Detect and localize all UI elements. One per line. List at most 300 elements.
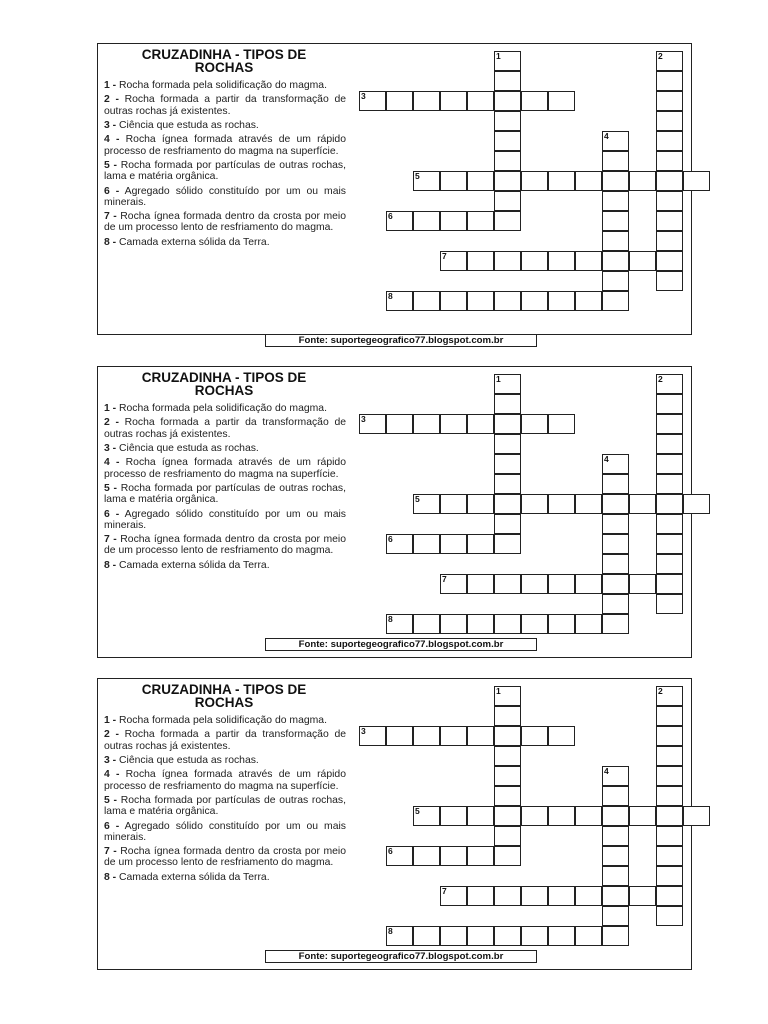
crossword-cell[interactable] [467, 494, 494, 514]
crossword-cell[interactable] [575, 886, 602, 906]
cell-number: 6 [388, 534, 393, 544]
crossword-cell[interactable] [656, 231, 683, 251]
crossword-cell[interactable] [602, 211, 629, 231]
clue-item [104, 120, 346, 131]
crossword-cell[interactable] [521, 251, 548, 271]
clue-text: Rocha formada por partículas de outras rochas, lama e matéria orgânica. [104, 482, 346, 506]
crossword-cell[interactable] [575, 926, 602, 946]
crossword-cell[interactable] [494, 394, 521, 414]
title-line-1: CRUZADINHA - TIPOS DE [141, 682, 307, 697]
crossword-cell[interactable] [521, 494, 548, 514]
crossword-cell[interactable] [440, 574, 467, 594]
clue-number: 7 - [104, 534, 117, 546]
cell-number: 6 [388, 846, 393, 856]
clue-text: Rocha formada a partir da transformação de outras rochas já existentes. [104, 94, 346, 117]
cell-number: 7 [442, 886, 447, 896]
crossword-cell[interactable] [575, 806, 602, 826]
crossword-cell[interactable] [575, 614, 602, 634]
clue-item [104, 134, 346, 156]
cell-number: 1 [496, 51, 501, 61]
crossword-cell[interactable] [440, 251, 467, 271]
title-line-2: ROCHAS [194, 383, 254, 398]
crossword-cell[interactable] [467, 414, 494, 434]
clue-item [104, 534, 346, 556]
crossword-cell[interactable] [521, 926, 548, 946]
crossword-cell[interactable] [629, 574, 656, 594]
crossword-cell[interactable] [656, 906, 683, 926]
crossword-cell[interactable] [656, 474, 683, 494]
crossword-cell[interactable] [656, 71, 683, 91]
clue-item [104, 821, 346, 843]
cell-number: 3 [361, 726, 366, 736]
crossword-cell[interactable] [683, 806, 710, 826]
crossword-cell[interactable] [467, 291, 494, 311]
crossword-cell[interactable] [494, 726, 521, 746]
clue-number: 3 - [104, 442, 117, 454]
crossword-cell[interactable] [413, 534, 440, 554]
crossword-cell[interactable] [656, 706, 683, 726]
clue-number: 8 - [104, 559, 117, 571]
clue-item [104, 509, 346, 531]
crossword-cell[interactable] [602, 826, 629, 846]
crossword-title [104, 371, 344, 397]
crossword-card [97, 43, 692, 346]
crossword-cell[interactable] [386, 211, 413, 231]
clue-item [104, 457, 346, 479]
crossword-cell[interactable] [467, 806, 494, 826]
cell-number: 2 [658, 686, 663, 696]
cell-number: 4 [604, 131, 609, 141]
crossword-cell[interactable] [602, 926, 629, 946]
clue-text: Rocha ígnea formada através de um rápido processo de resfriamento do magma na superfície. [104, 134, 346, 157]
crossword-cell[interactable] [656, 806, 683, 826]
crossword-cell[interactable] [413, 171, 440, 191]
crossword-cell[interactable] [494, 211, 521, 231]
crossword-cell[interactable] [602, 474, 629, 494]
crossword-cell[interactable] [548, 251, 575, 271]
clue-item [104, 160, 346, 182]
crossword-cell[interactable] [494, 614, 521, 634]
crossword-cell[interactable] [629, 806, 656, 826]
title-line-1: CRUZADINHA - TIPOS DE [141, 370, 307, 385]
crossword-cell[interactable] [494, 574, 521, 594]
crossword-cell[interactable] [386, 534, 413, 554]
crossword-cell[interactable] [629, 494, 656, 514]
crossword-cell[interactable] [629, 171, 656, 191]
crossword-cell[interactable] [467, 726, 494, 746]
clue-text: Rocha formada a partir da transformação de outras rochas já existentes. [104, 729, 346, 752]
crossword-cell[interactable] [521, 806, 548, 826]
clue-item [104, 729, 346, 751]
clue-number: 1 - [104, 80, 117, 91]
crossword-cell[interactable] [413, 926, 440, 946]
clue-number: 7 - [104, 211, 117, 223]
crossword-cell[interactable] [656, 191, 683, 211]
cell-number: 2 [658, 51, 663, 61]
clue-text: Camada externa sólida da Terra. [116, 236, 270, 248]
crossword-cell[interactable] [467, 926, 494, 946]
crossword-cell[interactable] [494, 291, 521, 311]
crossword-cell[interactable] [656, 514, 683, 534]
clue-number: 1 - [104, 403, 117, 414]
clue-text: Rocha ígnea formada dentro da crosta por meio de um processo lento de resfriamento do magma. [104, 211, 346, 234]
crossword-cell[interactable] [467, 91, 494, 111]
crossword-cell[interactable] [656, 51, 683, 71]
crossword-cell[interactable] [494, 374, 521, 394]
crossword-cell[interactable] [494, 534, 521, 554]
crossword-cell[interactable] [656, 726, 683, 746]
clue-number: 4 - [104, 769, 120, 781]
clue-text: Rocha formada pela solidificação do magma. [116, 715, 327, 726]
clue-item [104, 846, 346, 868]
crossword-cell[interactable] [521, 574, 548, 594]
clue-number: 4 - [104, 134, 120, 146]
crossword-cell[interactable] [656, 171, 683, 191]
crossword-cell[interactable] [494, 454, 521, 474]
crossword-cell[interactable] [629, 886, 656, 906]
crossword-cell[interactable] [494, 766, 521, 786]
crossword-cell[interactable] [494, 494, 521, 514]
crossword-cell[interactable] [467, 886, 494, 906]
crossword-cell[interactable] [386, 846, 413, 866]
clue-text: Agregado sólido constituído por um ou mais minerais. [104, 508, 346, 531]
crossword-title [104, 48, 344, 74]
crossword-cell[interactable] [467, 251, 494, 271]
crossword-cell[interactable] [440, 534, 467, 554]
clue-item [104, 715, 346, 726]
clue-number: 5 - [104, 794, 117, 806]
crossword-cell[interactable] [602, 866, 629, 886]
cell-number: 8 [388, 926, 393, 936]
title-line-2: ROCHAS [194, 695, 254, 710]
clue-text: Rocha ígnea formada dentro da crosta por meio de um processo lento de resfriamento do magma. [104, 534, 346, 557]
clue-number: 4 - [104, 457, 120, 469]
crossword-cell[interactable] [413, 846, 440, 866]
crossword-cell[interactable] [494, 111, 521, 131]
crossword-cell[interactable] [413, 211, 440, 231]
clue-item [104, 80, 346, 91]
crossword-cell[interactable] [602, 534, 629, 554]
crossword-cell[interactable] [656, 866, 683, 886]
clue-number: 2 - [104, 417, 119, 429]
crossword-cell[interactable] [656, 746, 683, 766]
clue-number: 8 - [104, 871, 117, 883]
crossword-cell[interactable] [602, 766, 629, 786]
clue-number: 3 - [104, 754, 117, 766]
crossword-cell[interactable] [359, 91, 386, 111]
crossword-cell[interactable] [494, 434, 521, 454]
clue-text: Ciência que estuda as rochas. [116, 119, 259, 131]
crossword-cell[interactable] [386, 91, 413, 111]
source-caption: Fonte: suportegeografico77.blogspot.com.br [265, 334, 537, 347]
clue-list [104, 715, 346, 886]
crossword-cell[interactable] [521, 886, 548, 906]
crossword-cell[interactable] [656, 494, 683, 514]
crossword-cell[interactable] [602, 886, 629, 906]
crossword-cell[interactable] [494, 806, 521, 826]
crossword-cell[interactable] [386, 291, 413, 311]
title-line-2: ROCHAS [194, 60, 254, 75]
crossword-cell[interactable] [494, 91, 521, 111]
clue-text: Rocha formada a partir da transformação de outras rochas já existentes. [104, 417, 346, 440]
crossword-cell[interactable] [602, 574, 629, 594]
crossword-cell[interactable] [521, 91, 548, 111]
crossword-cell[interactable] [602, 231, 629, 251]
crossword-cell[interactable] [656, 594, 683, 614]
crossword-cell[interactable] [602, 191, 629, 211]
crossword-cell[interactable] [602, 171, 629, 191]
crossword-cell[interactable] [575, 494, 602, 514]
clue-item [104, 237, 346, 248]
crossword-cell[interactable] [548, 806, 575, 826]
crossword-cell[interactable] [683, 171, 710, 191]
crossword-cell[interactable] [602, 271, 629, 291]
crossword-cell[interactable] [494, 926, 521, 946]
crossword-cell[interactable] [656, 434, 683, 454]
crossword-cell[interactable] [656, 886, 683, 906]
clue-number: 2 - [104, 729, 119, 741]
crossword-title [104, 683, 344, 709]
clue-number: 6 - [104, 185, 120, 197]
crossword-cell[interactable] [656, 766, 683, 786]
clue-text: Rocha formada pela solidificação do magma. [116, 403, 327, 414]
crossword-cell[interactable] [359, 414, 386, 434]
crossword-cell[interactable] [548, 926, 575, 946]
crossword-card [97, 678, 692, 970]
crossword-cell[interactable] [656, 846, 683, 866]
clue-text: Rocha ígnea formada dentro da crosta por meio de um processo lento de resfriamento do magma. [104, 846, 346, 869]
crossword-cell[interactable] [656, 111, 683, 131]
crossword-cell[interactable] [548, 614, 575, 634]
crossword-cell[interactable] [602, 494, 629, 514]
crossword-cell[interactable] [494, 414, 521, 434]
crossword-cell[interactable] [494, 706, 521, 726]
crossword-cell[interactable] [413, 494, 440, 514]
crossword-cell[interactable] [602, 806, 629, 826]
clue-item [104, 755, 346, 766]
crossword-cell[interactable] [494, 171, 521, 191]
crossword-cell[interactable] [440, 291, 467, 311]
crossword-cell[interactable] [413, 614, 440, 634]
crossword-cell[interactable] [494, 846, 521, 866]
clue-item [104, 403, 346, 414]
crossword-cell[interactable] [494, 686, 521, 706]
cell-number: 1 [496, 374, 501, 384]
clue-text: Rocha formada pela solidificação do magma. [116, 80, 327, 91]
clue-text: Rocha formada por partículas de outras rochas, lama e matéria orgânica. [104, 794, 346, 818]
clue-text: Ciência que estuda as rochas. [116, 754, 259, 766]
crossword-card [97, 366, 692, 658]
clue-item [104, 769, 346, 791]
crossword-cell[interactable] [440, 726, 467, 746]
crossword-cell[interactable] [602, 554, 629, 574]
crossword-cell[interactable] [575, 251, 602, 271]
crossword-cell[interactable] [467, 614, 494, 634]
clue-list [104, 80, 346, 251]
crossword-cell[interactable] [656, 414, 683, 434]
crossword-cell[interactable] [656, 574, 683, 594]
crossword-cell[interactable] [602, 846, 629, 866]
crossword-cell[interactable] [548, 494, 575, 514]
crossword-cell[interactable] [548, 171, 575, 191]
crossword-cell[interactable] [413, 291, 440, 311]
crossword-cell[interactable] [602, 514, 629, 534]
cell-number: 1 [496, 686, 501, 696]
clue-number: 1 - [104, 715, 117, 726]
cell-number: 7 [442, 251, 447, 261]
crossword-cell[interactable] [440, 211, 467, 231]
crossword-cell[interactable] [386, 926, 413, 946]
clue-item [104, 872, 346, 883]
source-caption: Fonte: suportegeografico77.blogspot.com.br [265, 638, 537, 651]
title-line-1: CRUZADINHA - TIPOS DE [141, 47, 307, 62]
crossword-cell[interactable] [494, 191, 521, 211]
crossword-cell[interactable] [656, 454, 683, 474]
cell-number: 8 [388, 614, 393, 624]
clue-item [104, 483, 346, 505]
crossword-cell[interactable] [494, 251, 521, 271]
clue-item [104, 443, 346, 454]
clue-text: Rocha formada por partículas de outras rochas, lama e matéria orgânica. [104, 159, 346, 183]
crossword-cell[interactable] [656, 826, 683, 846]
clue-number: 6 - [104, 508, 120, 520]
crossword-cell[interactable] [629, 251, 656, 271]
crossword-cell[interactable] [413, 806, 440, 826]
crossword-cell[interactable] [494, 786, 521, 806]
crossword-cell[interactable] [494, 746, 521, 766]
clue-item [104, 417, 346, 439]
crossword-cell[interactable] [521, 614, 548, 634]
crossword-cell[interactable] [656, 374, 683, 394]
crossword-cell[interactable] [494, 131, 521, 151]
crossword-cell[interactable] [602, 454, 629, 474]
crossword-cell[interactable] [440, 806, 467, 826]
crossword-cell[interactable] [413, 414, 440, 434]
crossword-cell[interactable] [440, 494, 467, 514]
crossword-cell[interactable] [521, 726, 548, 746]
cell-number: 5 [415, 171, 420, 181]
cell-number: 5 [415, 806, 420, 816]
crossword-cell[interactable] [440, 91, 467, 111]
crossword-cell[interactable] [467, 211, 494, 231]
crossword-cell[interactable] [494, 514, 521, 534]
crossword-cell[interactable] [548, 414, 575, 434]
crossword-cell[interactable] [386, 414, 413, 434]
crossword-cell[interactable] [521, 291, 548, 311]
crossword-cell[interactable] [548, 574, 575, 594]
crossword-cell[interactable] [602, 131, 629, 151]
clue-item [104, 94, 346, 116]
cell-number: 6 [388, 211, 393, 221]
crossword-cell[interactable] [656, 271, 683, 291]
crossword-cell[interactable] [521, 171, 548, 191]
crossword-cell[interactable] [575, 171, 602, 191]
cell-number: 5 [415, 494, 420, 504]
crossword-cell[interactable] [602, 786, 629, 806]
crossword-cell[interactable] [602, 151, 629, 171]
crossword-cell[interactable] [386, 614, 413, 634]
cell-number: 8 [388, 291, 393, 301]
crossword-cell[interactable] [656, 251, 683, 271]
clue-number: 5 - [104, 482, 117, 494]
crossword-cell[interactable] [656, 394, 683, 414]
crossword-cell[interactable] [521, 414, 548, 434]
crossword-cell[interactable] [494, 71, 521, 91]
crossword-cell[interactable] [548, 291, 575, 311]
clue-item [104, 560, 346, 571]
crossword-cell[interactable] [494, 151, 521, 171]
crossword-cell[interactable] [656, 131, 683, 151]
clue-text: Ciência que estuda as rochas. [116, 442, 259, 454]
crossword-cell[interactable] [683, 494, 710, 514]
clue-number: 3 - [104, 119, 117, 131]
crossword-cell[interactable] [656, 534, 683, 554]
cell-number: 2 [658, 374, 663, 384]
crossword-cell[interactable] [575, 574, 602, 594]
crossword-cell[interactable] [440, 926, 467, 946]
clue-list [104, 403, 346, 574]
crossword-cell[interactable] [440, 886, 467, 906]
clue-item [104, 211, 346, 233]
source-caption: Fonte: suportegeografico77.blogspot.com.br [265, 950, 537, 963]
crossword-cell[interactable] [548, 726, 575, 746]
crossword-cell[interactable] [602, 291, 629, 311]
crossword-cell[interactable] [548, 886, 575, 906]
crossword-cell[interactable] [602, 614, 629, 634]
crossword-cell[interactable] [602, 594, 629, 614]
crossword-cell[interactable] [440, 414, 467, 434]
crossword-cell[interactable] [467, 846, 494, 866]
clue-number: 2 - [104, 94, 119, 106]
crossword-cell[interactable] [440, 171, 467, 191]
crossword-cell[interactable] [440, 846, 467, 866]
crossword-cell[interactable] [602, 906, 629, 926]
crossword-cell[interactable] [413, 91, 440, 111]
crossword-cell[interactable] [413, 726, 440, 746]
cell-number: 3 [361, 91, 366, 101]
crossword-cell[interactable] [656, 151, 683, 171]
crossword-cell[interactable] [467, 171, 494, 191]
crossword-cell[interactable] [656, 554, 683, 574]
crossword-cell[interactable] [656, 91, 683, 111]
clue-number: 5 - [104, 159, 117, 171]
crossword-cell[interactable] [359, 726, 386, 746]
clue-item [104, 186, 346, 208]
crossword-cell[interactable] [656, 211, 683, 231]
crossword-cell[interactable] [602, 251, 629, 271]
crossword-cell[interactable] [575, 291, 602, 311]
crossword-cell[interactable] [494, 474, 521, 494]
crossword-cell[interactable] [656, 786, 683, 806]
crossword-cell[interactable] [467, 574, 494, 594]
cell-number: 7 [442, 574, 447, 584]
clue-text: Rocha ígnea formada através de um rápido processo de resfriamento do magma na superfície. [104, 457, 346, 480]
crossword-cell[interactable] [467, 534, 494, 554]
crossword-cell[interactable] [656, 686, 683, 706]
crossword-cell[interactable] [548, 91, 575, 111]
clue-text: Agregado sólido constituído por um ou mais minerais. [104, 185, 346, 208]
clue-text: Rocha ígnea formada através de um rápido processo de resfriamento do magma na superfície. [104, 769, 346, 792]
crossword-cell[interactable] [494, 826, 521, 846]
crossword-cell[interactable] [494, 886, 521, 906]
cell-number: 4 [604, 766, 609, 776]
cell-number: 3 [361, 414, 366, 424]
clue-number: 6 - [104, 820, 120, 832]
clue-text: Camada externa sólida da Terra. [116, 559, 270, 571]
crossword-cell[interactable] [440, 614, 467, 634]
crossword-cell[interactable] [494, 51, 521, 71]
crossword-cell[interactable] [386, 726, 413, 746]
